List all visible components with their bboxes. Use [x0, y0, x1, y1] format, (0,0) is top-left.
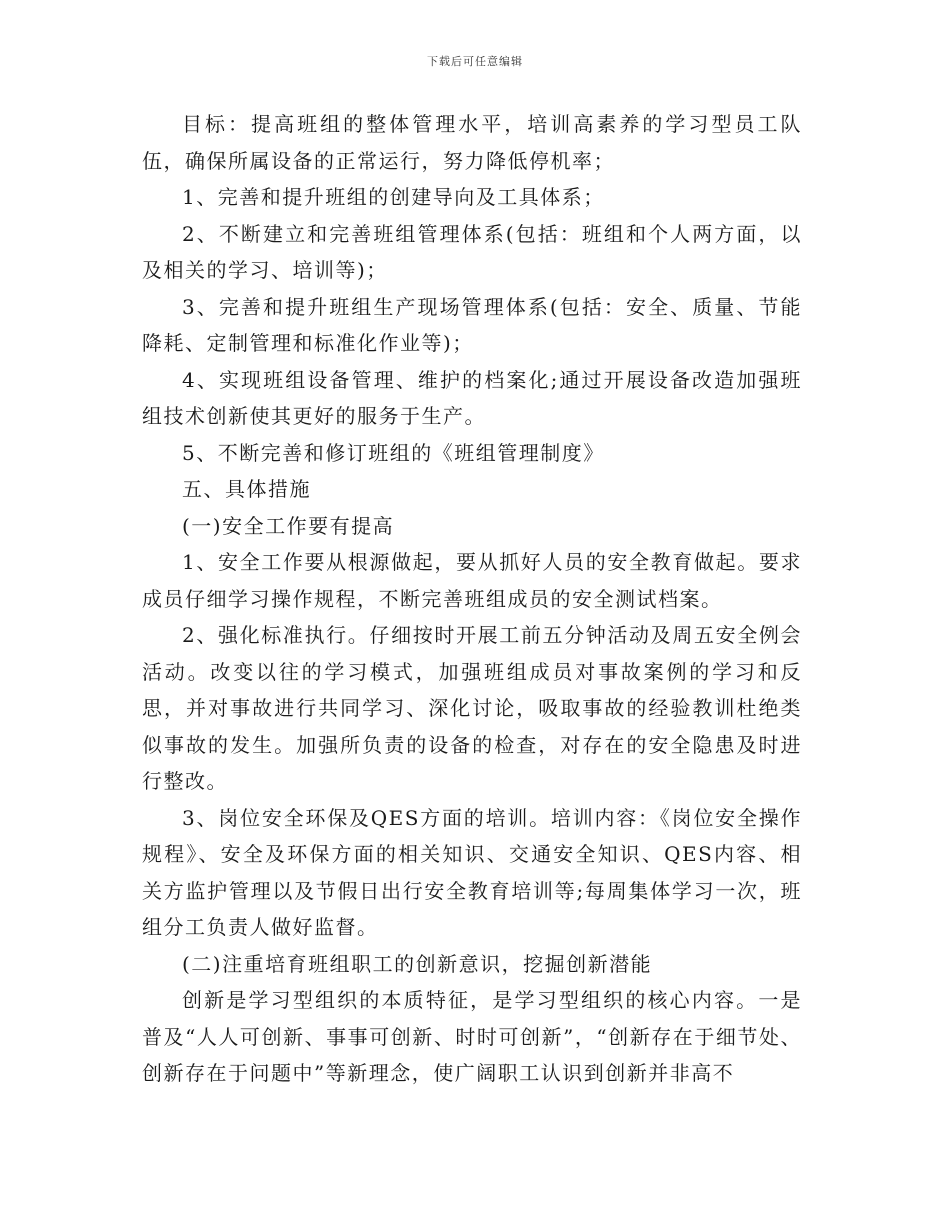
- subsection-heading-safety: (一)安全工作要有提高: [182, 513, 395, 538]
- section-heading-measures: 五、具体措施: [182, 477, 311, 501]
- page-header: 下载后可任意编辑: [427, 55, 523, 68]
- paragraph-item-2: 2、不断建立和完善班组管理体系(包括：班组和个人两方面，以及相关的学习、培训等)；: [142, 221, 802, 282]
- paragraph-safety-2: 2、强化标准执行。仔细按时开展工前五分钟活动及周五安全例会活动。改变以往的学习模式，加强班组成员对事故案例的学习和反思，并对事故进行共同学习、深化讨论，吸取事故的经验教训杜绝类似事故的发生。加强所负责的设备的检查，对存在的安全隐患及时进行整改。: [142, 623, 802, 793]
- paragraph-item-1: 1、完善和提升班组的创建导向及工具体系；: [182, 185, 605, 209]
- paragraph-innovation: 创新是学习型组织的本质特征，是学习型组织的核心内容。一是普及“人人可创新、事事可创新、时时可创新”，“创新存在于细节处、创新存在于问题中”等新理念，使广阔职工认识到创新并非高不: [142, 988, 802, 1085]
- paragraph-safety-3: 3、岗位安全环保及QES方面的培训。培训内容：《岗位安全操作规程》、安全及环保方面的相关知识、交通安全知识、QES内容、相关方监护管理以及节假日出行安全教育培训等;每周集体学习一次，班组分工负责人做好监督。: [142, 805, 802, 939]
- paragraph-item-3: 3、完善和提升班组生产现场管理体系(包括：安全、质量、节能降耗、定制管理和标准化作业等)；: [142, 294, 802, 355]
- paragraph-safety-1: 1、安全工作要从根源做起，要从抓好人员的安全教育做起。要求成员仔细学习操作规程，不断完善班组成员的安全测试档案。: [142, 550, 802, 611]
- subsection-heading-innovation: (二)注重培育班组职工的创新意识，挖掘创新潜能: [182, 951, 653, 976]
- document-body: [142, 106, 802, 1092]
- paragraph-item-5: 5、不断完善和修订班组的《班组管理制度》: [182, 440, 605, 465]
- paragraph-item-4: 4、实现班组设备管理、维护的档案化;通过开展设备改造加强班组技术创新使其更好的服务于生产。: [142, 367, 802, 428]
- paragraph-goal: 目标：提高班组的整体管理水平，培训高素养的学习型员工队伍，确保所属设备的正常运行，努力降低停机率；: [142, 112, 802, 173]
